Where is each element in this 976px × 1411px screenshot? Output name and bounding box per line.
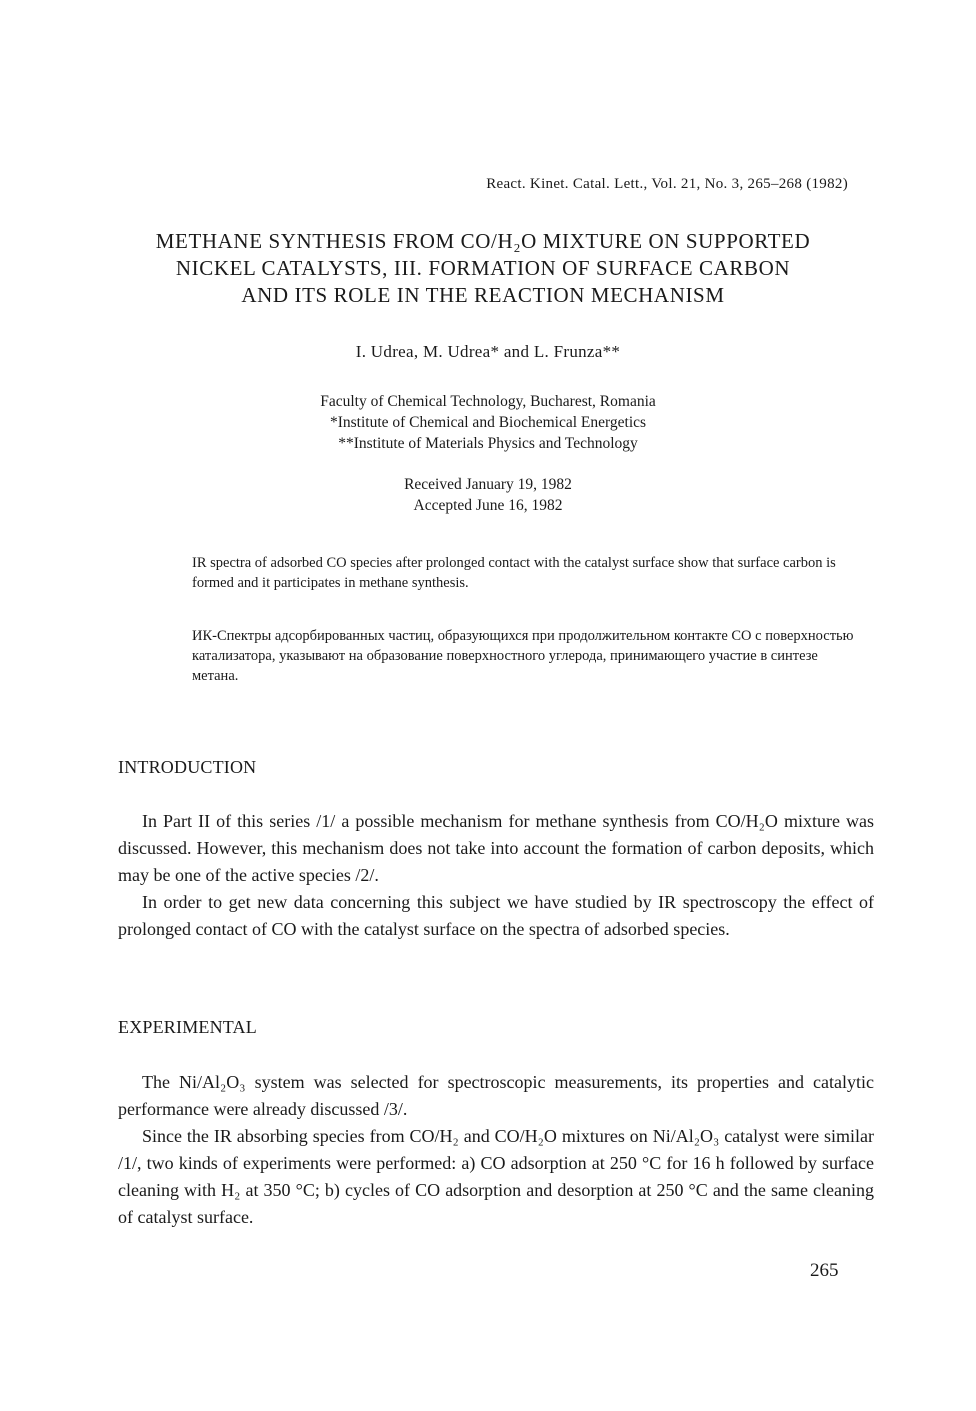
experimental-paragraph-2: Since the IR absorbing species from CO/H₂ and CO/H₂O mixtures on Ni/Al₂O₃ catalyst were similar /1/, two kinds of experiments were performed: a) CO adsorption at 250 °C for 16 h followed by surface cleaning with H₂ at 350 °C; b) cycles of CO adsorption and desorption at 250 °C and the same cleaning of catalyst surface.	[118, 1126, 874, 1227]
experimental-body	[118, 1069, 874, 1231]
accepted-date: Accepted June 16, 1982	[413, 497, 563, 514]
introduction-heading: INTRODUCTION	[118, 757, 257, 777]
paper-title	[0, 228, 966, 309]
introduction-paragraph-2: In order to get new data concerning this subject we have studied by IR spectroscopy the effect of prolonged contact of CO with the catalyst surface on the spectra of adsorbed species.	[118, 892, 874, 939]
received-date: Received January 19, 1982	[404, 476, 572, 493]
introduction-body	[118, 808, 874, 943]
experimental-heading: EXPERIMENTAL	[118, 1017, 257, 1037]
introduction-paragraph-1: In Part II of this series /1/ a possible mechanism for methane synthesis from CO/H₂O mixture was discussed. However, this mechanism does not take into account the formation of carbon deposits, which may be one of the active species /2/.	[118, 811, 874, 885]
page-number: 265	[810, 1260, 839, 1281]
affiliation-3: **Institute of Materials Physics and Technology	[338, 435, 638, 452]
title-line-1: METHANE SYNTHESIS FROM CO/H₂O MIXTURE ON SUPPORTED	[155, 229, 811, 253]
title-line-3: AND ITS ROLE IN THE REACTION MECHANISM	[241, 283, 725, 307]
affiliation-1: Faculty of Chemical Technology, Bucharest, Romania	[320, 393, 656, 410]
experimental-paragraph-1: The Ni/Al₂O₃ system was selected for spectroscopic measurements, its properties and catalytic performance were already discussed /3/.	[118, 1072, 874, 1119]
abstract-russian: ИК-Спектры адсорбированных частиц, образующихся при продолжительном контакте CO с поверхностью катализатора, указывают на образование поверхностного углерода, принимающего участие в синтезе метана.	[192, 628, 854, 684]
title-line-2: NICKEL CATALYSTS, III. FORMATION OF SURFACE CARBON	[175, 256, 791, 280]
affiliation-2: *Institute of Chemical and Biochemical Energetics	[329, 414, 647, 431]
affiliations	[0, 391, 976, 454]
authors: I. Udrea, M. Udrea* and L. Frunza**	[355, 342, 621, 361]
abstract-english: IR spectra of adsorbed CO species after prolonged contact with the catalyst surface show that surface carbon is formed and it participates in methane synthesis.	[192, 555, 836, 591]
dates	[0, 474, 976, 516]
journal-citation: React. Kinet. Catal. Lett., Vol. 21, No. 3, 265–268 (1982)	[486, 176, 848, 192]
